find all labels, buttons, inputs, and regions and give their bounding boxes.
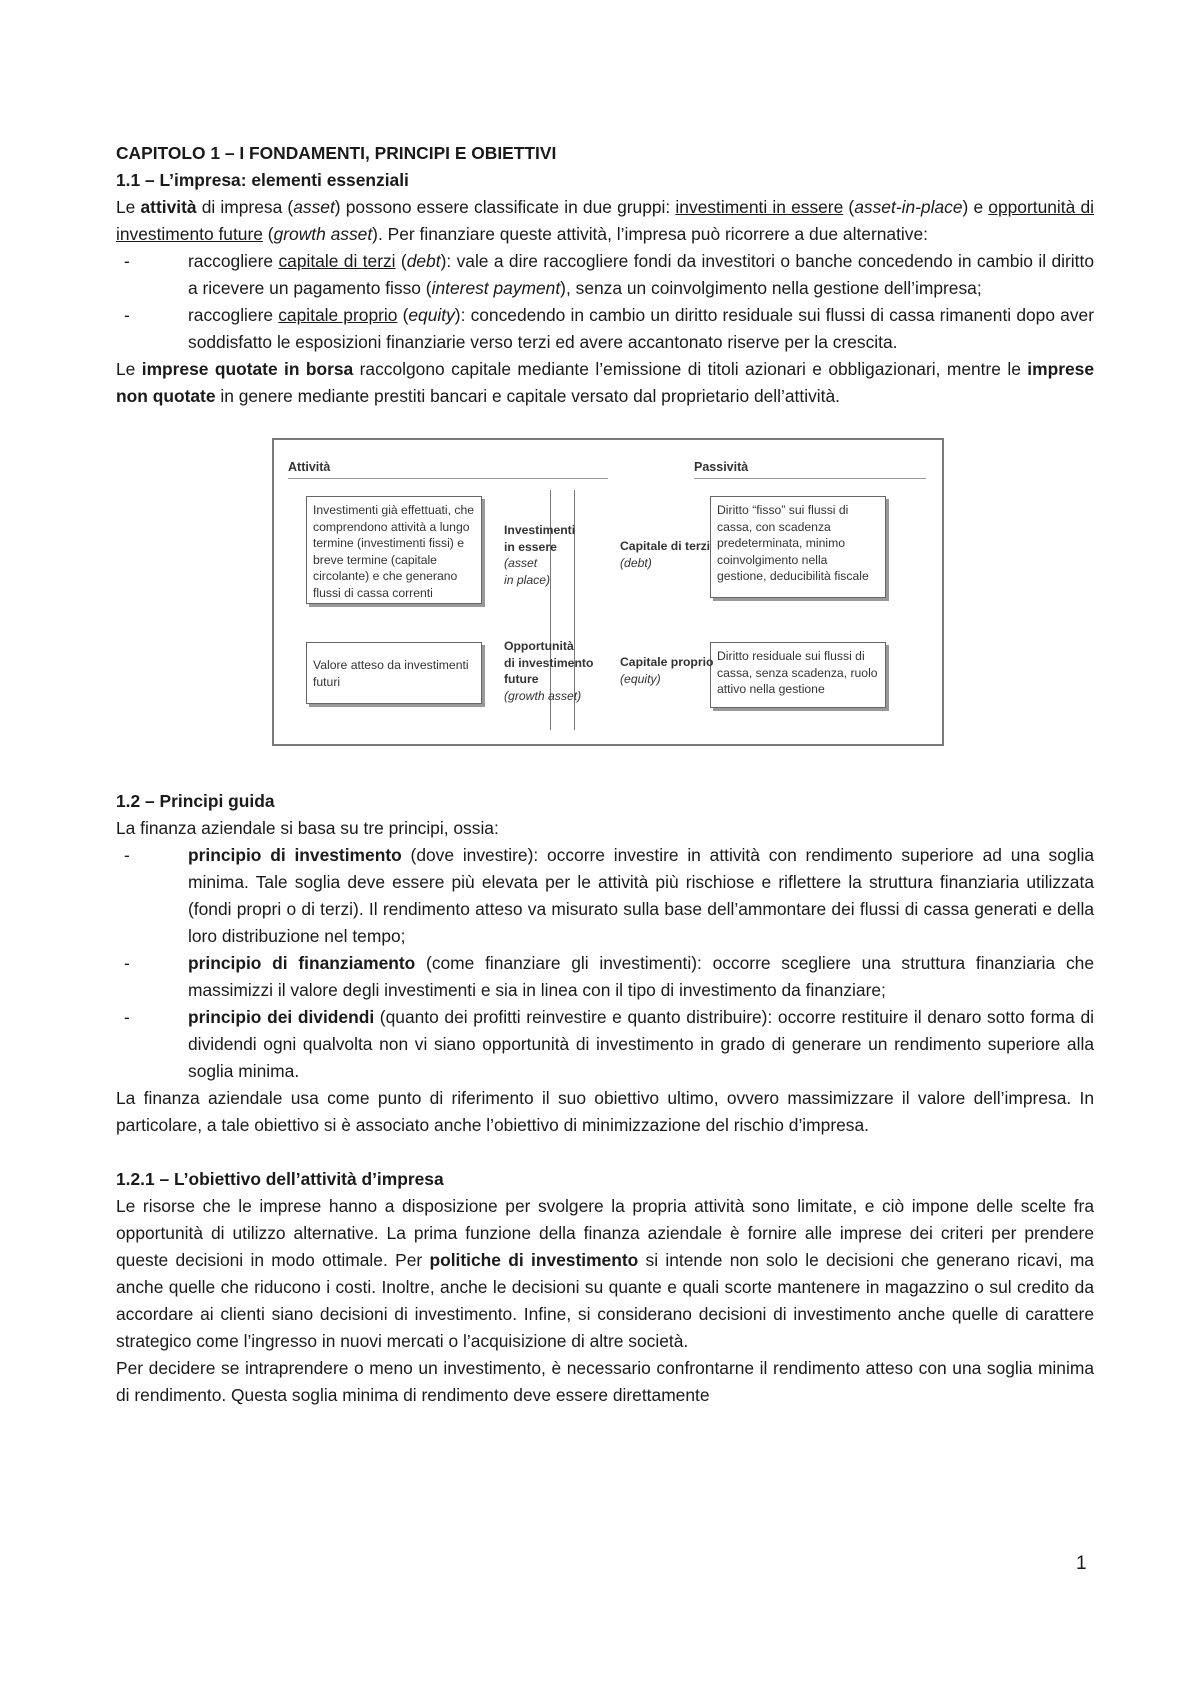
paragraph-objective: La finanza aziendale usa come punto di riferimento il suo obiettivo ultimo, ovvero massimizzare il valore dell’impresa. In particolare, a tale obiettivo si è associato anche l’obiettivo di minimizzazione del rischio d’impresa. — [116, 1088, 1094, 1135]
paragraph-principles-intro: La finanza aziendale si basa su tre principi, ossia: — [116, 818, 499, 838]
label-line: Capitale di terzi — [620, 539, 711, 553]
bold-term: imprese non quotate — [116, 359, 1094, 406]
bold-term: principio di finanziamento — [188, 953, 416, 973]
text: ) e — [962, 197, 989, 217]
text: ): concedendo in cambio un diritto residuale sui flussi di cassa rimanenti dopo aver soddisfatto le esposizioni finanziarie verso terzi ed avere accantonato riserve per la crescita. — [188, 305, 1094, 352]
label-line: in essere — [504, 539, 557, 554]
principles-list — [116, 842, 1094, 1085]
label-line: (equity) — [620, 671, 661, 686]
text: ), senza un coinvolgimento nella gestione dell’impresa; — [560, 278, 982, 298]
text: raccogliere — [188, 305, 279, 325]
text: in genere mediante prestiti bancari e capitale versato dal proprietario dell’attività. — [215, 386, 840, 406]
bold-term: politiche di investimento — [429, 1250, 639, 1270]
text: (quanto dei profitti reinvestire e quanto distribuire): occorre restituire il denaro sotto forma di dividendi ogni qualvolta non vi siano opportunità di investimento in grado di generare un rendimento superiore alla soglia minima. — [188, 1007, 1095, 1081]
text: ). Per finanziare queste attività, l’impresa può ricorrere a due alternative: — [372, 224, 928, 244]
text: Le — [116, 197, 141, 217]
page-number: 1 — [1076, 1553, 1087, 1574]
label-line: future — [504, 672, 539, 686]
section-title-1-1: 1.1 – L’impresa: elementi essenziali — [116, 170, 409, 190]
figure-rule-left — [288, 478, 608, 479]
balance-sheet-figure — [272, 438, 944, 746]
label-growth-assets — [504, 638, 593, 704]
paragraph-listed-companies — [116, 356, 1094, 410]
label-line: Capitale proprio — [620, 655, 714, 669]
list-item — [188, 1004, 1094, 1085]
italic-term: asset-in-place — [854, 197, 963, 217]
label-line: (asset — [504, 556, 538, 570]
italic-term: equity — [408, 305, 455, 325]
italic-term: interest payment — [431, 278, 561, 298]
underlined-term: capitale proprio — [278, 305, 398, 325]
label-equity — [620, 654, 713, 687]
box-debt-description: Diritto “fisso” sui flussi di cassa, con scadenza predeterminata, minimo coinvolgimento nella gestione, deducibilità fiscale — [710, 496, 886, 598]
label-line: in place) — [504, 572, 551, 587]
text: raccogliere — [188, 251, 279, 271]
figure-header-assets: Attività — [288, 460, 331, 474]
chapter-title: CAPITOLO 1 – I FONDAMENTI, PRINCIPI E OBIETTIVI — [116, 143, 557, 163]
section-title-1-2-1: 1.2.1 – L’obiettivo dell’attività d’impresa — [116, 1169, 444, 1189]
figure-header-liabilities: Passività — [694, 460, 749, 474]
label-line: Opportunità — [504, 639, 574, 653]
financing-list — [116, 248, 1094, 356]
text: ( — [843, 197, 855, 217]
label-line: di investimento — [504, 655, 594, 670]
bold-term: imprese quotate in borsa — [141, 359, 354, 379]
text: raccolgono capitale mediante l’emissione di titoli azionari e obbligazionari, mentre le — [353, 359, 1028, 379]
bold-term: principio dei dividendi — [188, 1007, 375, 1027]
list-item — [188, 842, 1094, 950]
underlined-term: opportunità di investimento future — [116, 197, 1094, 244]
text: si intende non solo le decisioni che generano ricavi, ma anche quelle che riducono i costi. Inoltre, anche le decisioni su quante e quali scorte mantenere in magazzino o sul credito da accordare ai clienti siano decisioni di investimento. Infine, si considerano decisioni di investimento anche quelle di carattere strategico come l’ingresso in nuovi mercati o l’acquisizione di altre società. — [116, 1250, 1094, 1351]
text: ( — [395, 251, 407, 271]
italic-term: debt — [406, 251, 441, 271]
underlined-term: capitale di terzi — [278, 251, 396, 271]
label-line: Investimenti — [504, 523, 576, 537]
label-assets-in-place — [504, 522, 575, 588]
section-title-1-2: 1.2 – Principi guida — [116, 791, 275, 811]
text: ( — [262, 224, 274, 244]
text: ): vale a dire raccogliere fondi da investitori o banche concedendo in cambio il diritto a ricevere un pagamento fisso ( — [188, 251, 1094, 298]
list-item — [188, 248, 1094, 302]
text: Le — [116, 359, 142, 379]
paragraph-resources — [116, 1193, 1094, 1355]
box-equity-description: Diritto residuale sui flussi di cassa, senza scadenza, ruolo attivo nella gestione — [710, 642, 886, 708]
list-item — [188, 950, 1094, 1004]
box-growth-assets: Valore atteso da investimenti futuri — [306, 642, 482, 704]
bold-term: attività — [140, 197, 197, 217]
text: di impresa ( — [196, 197, 294, 217]
italic-term: growth asset — [273, 224, 373, 244]
paragraph-threshold: Per decidere se intraprendere o meno un investimento, è necessario confrontarne il rendimento atteso con una soglia minima di rendimento. Questa soglia minima di rendimento deve essere direttamente — [116, 1358, 1094, 1405]
list-item — [188, 302, 1094, 356]
text: Le risorse che le imprese hanno a disposizione per svolgere la propria attività sono limitate, e ciò impone delle scelte fra opportunità di utilizzo alternative. La prima funzione della finanza aziendale è fornire alle imprese dei criteri per prendere queste decisioni in modo ottimale. Per — [116, 1196, 1094, 1270]
label-debt — [620, 538, 710, 571]
figure-rule-right — [694, 478, 926, 479]
bold-term: principio di investimento — [188, 845, 402, 865]
label-line: (growth asset) — [504, 688, 582, 703]
underlined-term: investimenti in essere — [675, 197, 844, 217]
text: (come finanziare gli investimenti): occorre scegliere una struttura finanziaria che massimizzi il valore degli investimenti e sia in linea con il tipo di investimento da finanziare; — [188, 953, 1094, 1000]
box-assets-in-place: Investimenti già effettuati, che comprendono attività a lungo termine (investimenti fissi) e breve termine (capitale circolante) e che generano flussi di cassa correnti — [306, 496, 482, 604]
paragraph-assets — [116, 194, 1094, 248]
label-line: (debt) — [620, 555, 652, 570]
text: ) possono essere classificate in due gruppi: — [334, 197, 676, 217]
document-body — [116, 140, 1094, 1409]
text: (dove investire): occorre investire in attività con rendimento superiore ad una soglia minima. Tale soglia deve essere più elevata per le attività più rischiose e riflettere la struttura finanziaria utilizzata (fondi propri o di terzi). Il rendimento atteso va misurato sulla base dell’ammontare dei flussi di cassa generati e della loro distribuzione nel tempo; — [188, 845, 1094, 946]
italic-term: asset — [293, 197, 335, 217]
text: ( — [397, 305, 409, 325]
